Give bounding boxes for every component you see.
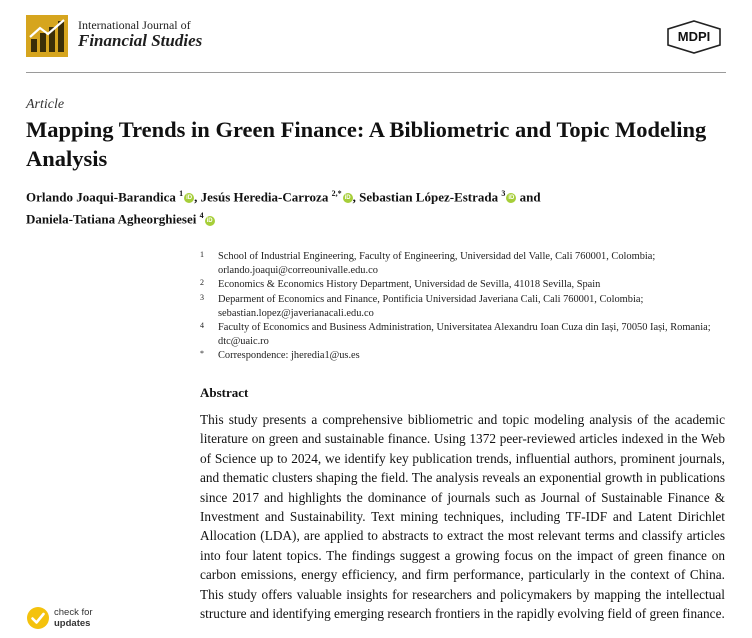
author-conjunction: and: [519, 189, 541, 205]
check-for-updates-icon[interactable]: [26, 606, 50, 630]
affiliation-item: [200, 278, 726, 292]
affiliation-number: 1: [200, 250, 204, 259]
publisher-name: MDPI: [677, 29, 711, 44]
affiliation-item: [200, 321, 726, 349]
affiliation-number: 4: [200, 321, 204, 331]
article-type-label: Article: [26, 97, 65, 112]
affiliation-text: Economics & Economics History Department, Universidad de Sevilla, 41018 Sevilla, Spain: [218, 279, 601, 291]
author-name[interactable]: Jesús Heredia-Carroza: [200, 189, 329, 205]
abstract-heading: Abstract: [200, 385, 249, 400]
affiliation-number: *: [200, 349, 204, 359]
abstract-text: This study presents a comprehensive bibliometric and topic modeling analysis of the academic literature on green and sustainable finance. Using 1372 peer-reviewed articles indexed in the Web of Science up to 2024, we identify key publication trends, influential authors, prominent journals, and thematic clusters shaping the field. The analysis reveals an exponential growth in publications since 2017 and highlights the dominance of journals such as Journal of Sustainable Finance & Investment and Sustainability. Text mining techniques, including TF-IDF and Latent Dirichlet Allocation (LDA), are applied to abstracts to extract the most relevant terms and classify articles into four latent topics. The findings suggest a growing focus on the impact of green finance on carbon emissions, energy efficiency, and firm performance, particularly in the context of China. This study offers valuable insights for researchers and policymakers by mapping the intellectual structure and identifying emerging research frontiers in the rapidly evolving field of green finance.: [200, 412, 725, 622]
check-for-updates-label[interactable]: [54, 607, 93, 629]
correspondence-item: [200, 349, 726, 363]
affiliation-number: 2: [200, 278, 204, 288]
journal-name-line2: Financial Studies: [78, 31, 203, 50]
author-name[interactable]: Sebastian López-Estrada: [359, 189, 499, 205]
orcid-icon[interactable]: iD: [206, 217, 213, 224]
orcid-icon[interactable]: iD: [344, 195, 351, 202]
header-divider: [26, 72, 726, 73]
author-affiliation-ref: 3: [501, 189, 506, 198]
author-affiliation-ref: 2,*: [331, 189, 342, 198]
correspondence-text: Correspondence: jheredia1@us.es: [218, 350, 360, 362]
affiliation-text: Faculty of Economics and Business Administration, Universitatea Alexandru Ioan Cuza din Iași, 70050 Iași, Romania; dtc@uaic.ro: [218, 322, 711, 348]
affiliation-text: Deparment of Economics and Finance, Pontificia Universidad Javeriana Cali, Cali 760001, Colombia; sebastian.lopez@javerianacali.edu.co: [218, 293, 644, 319]
article-title: Mapping Trends in Green Finance: A Bibliometric and Topic Modeling Analysis: [26, 117, 707, 171]
affiliation-number: 3: [200, 292, 204, 302]
orcid-icon[interactable]: iD: [508, 195, 515, 202]
publisher-logo[interactable]: [666, 20, 722, 54]
journal-name-line1: International Journal of: [78, 18, 191, 32]
affiliation-list: [200, 250, 726, 364]
author-name[interactable]: Daniela-Tatiana Agheorghiesei: [26, 211, 197, 227]
affiliation-text: School of Industrial Engineering, Faculty of Engineering, Universidad del Valle, Cali 760001, Colombia; orlando.joaqui@correounivalle.edu.co: [218, 251, 656, 277]
journal-logo-icon: [26, 15, 68, 57]
orcid-icon[interactable]: iD: [186, 195, 193, 202]
updates-line2: updates: [54, 618, 91, 629]
author-name[interactable]: Orlando Joaqui-Barandica: [26, 189, 176, 205]
updates-line1: check for: [54, 607, 93, 618]
author-list: Orlando Joaqui-Barandica $^1$iD , Jesús Heredia-Carroza $^{2,*}$iD , Sebastian López-Estrada $^3$iD and Daniela-Tatiana Agheorghiesei $^4$iD: [26, 189, 541, 227]
author-affiliation-ref: 1: [179, 189, 184, 198]
author-affiliation-ref: 4: [199, 211, 204, 221]
affiliation-item: [200, 250, 726, 278]
affiliation-item: [200, 293, 726, 321]
